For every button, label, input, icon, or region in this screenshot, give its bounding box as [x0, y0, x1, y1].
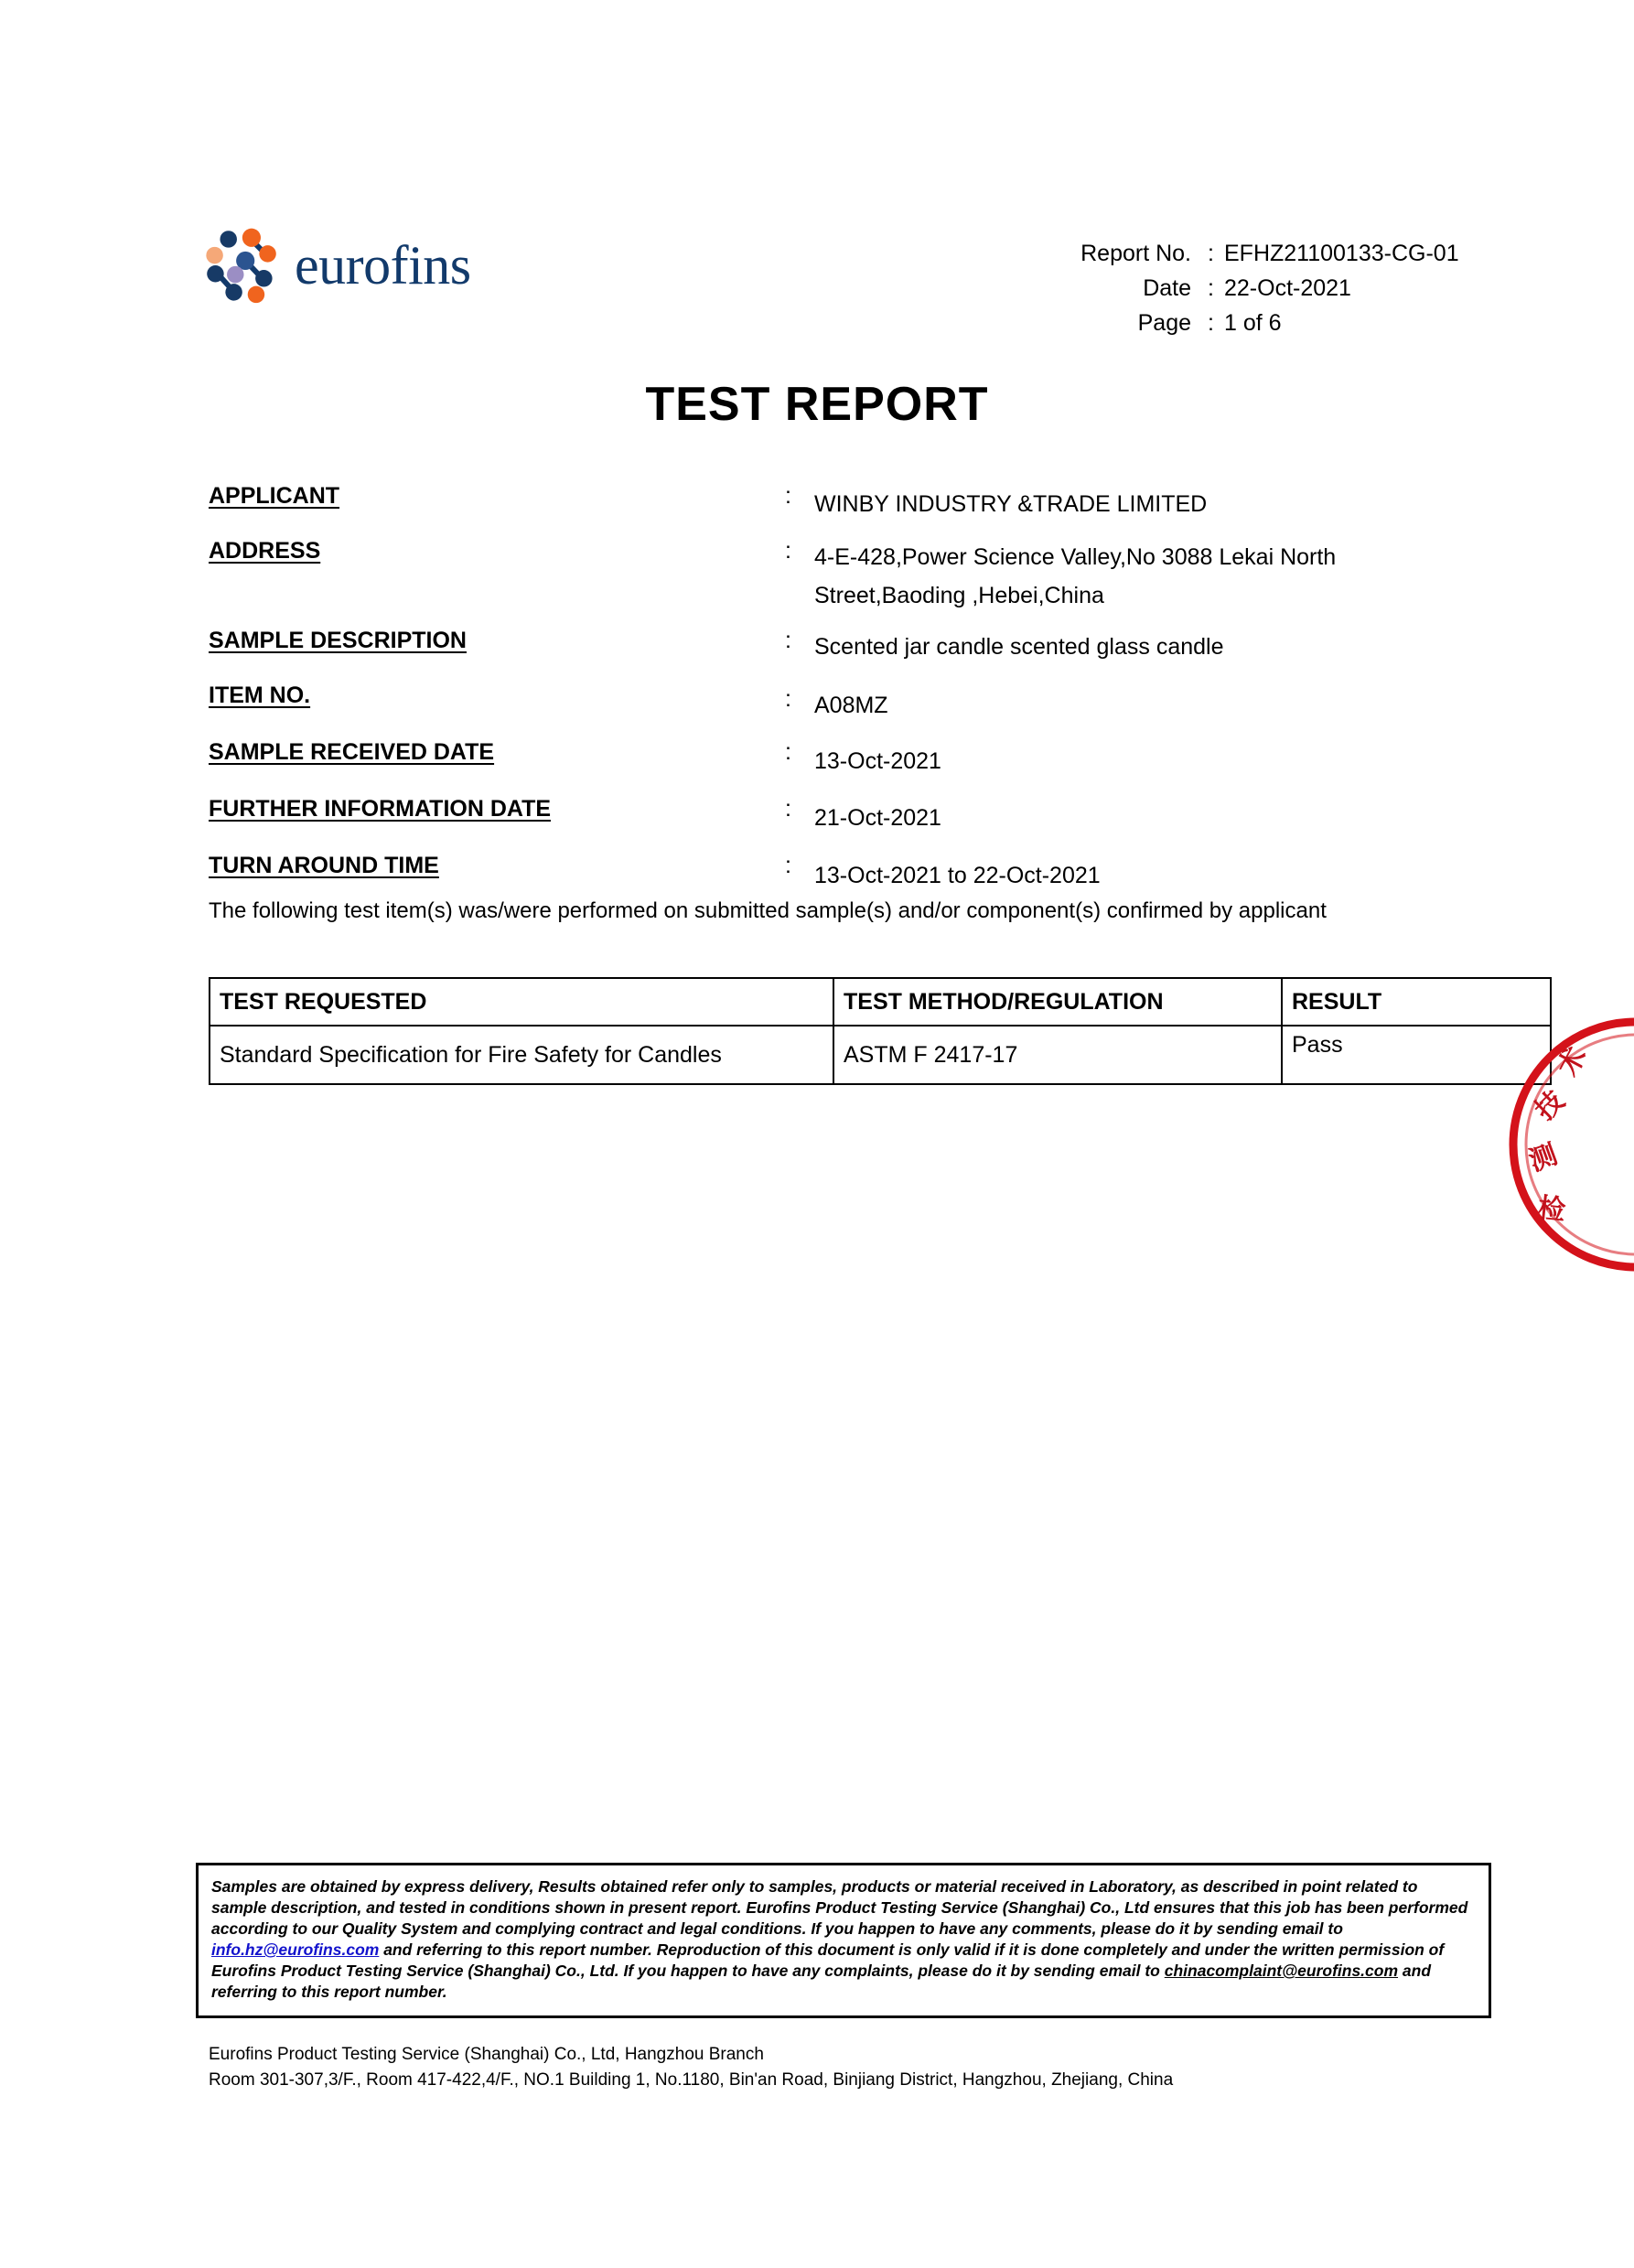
- disclaimer-email-complaint[interactable]: chinacomplaint@eurofins.com: [1164, 1962, 1399, 1980]
- report-fields: [209, 483, 1508, 891]
- date-label: Date: [1143, 275, 1191, 301]
- disclaimer-part-1: Samples are obtained by express delivery, Results obtained refer only to samples, products or material received in Laboratory, as described in point related to sample description, and tested in conditions shown in present report. Eurofins Product Testing Service (Shanghai) Co., Ltd ensures that this job has been performed according to our Quality System and complying contract and legal conditions. If you happen to have any comments, please do it by sending email to: [211, 1877, 1468, 1938]
- field-row-item-no: [209, 683, 1508, 721]
- report-no-label: Report No.: [1080, 241, 1191, 266]
- svg-text:术: 术: [1552, 1041, 1594, 1081]
- header-result: RESULT: [1282, 978, 1551, 1026]
- field-row-sample-received-date: [209, 739, 1508, 778]
- brand-name: eurofins: [295, 235, 471, 296]
- test-results-table: [209, 977, 1552, 1085]
- address-value: [814, 538, 1508, 615]
- svg-text:检: 检: [1536, 1192, 1567, 1228]
- table-row: [210, 1026, 1551, 1084]
- report-no-value: EFHZ21100133-CG-01: [1224, 241, 1459, 266]
- disclaimer-part-2: and referring to this report number. Reproduction of this document is only valid if it is done completely and under the written permission of Eurofins Product Testing Service (Shanghai) Co., Ltd. If you happen to have any complaints, please do it by sending email to: [211, 1940, 1445, 1980]
- page-title: TEST REPORT: [645, 378, 989, 431]
- disclaimer-box: [196, 1863, 1491, 2018]
- item-no-label: ITEM NO.: [209, 683, 311, 708]
- field-row-sample-description: [209, 628, 1508, 666]
- address-label: ADDRESS: [209, 538, 321, 564]
- page-row: [1052, 306, 1459, 340]
- turn-around-time-colon: :: [785, 853, 791, 878]
- disclaimer-email-info[interactable]: info.hz@eurofins.com: [211, 1940, 380, 1959]
- item-no-colon: :: [785, 686, 791, 712]
- cell-test-requested: Standard Specification for Fire Safety for Candles: [210, 1026, 833, 1084]
- svg-text:测: 测: [1524, 1138, 1562, 1178]
- eurofins-molecule-icon: [203, 227, 280, 304]
- cell-result: Pass: [1282, 1026, 1551, 1084]
- cell-test-method: ASTM F 2417-17: [833, 1026, 1282, 1084]
- address-colon: :: [785, 538, 791, 564]
- table-header-row: [210, 978, 1551, 1026]
- page-value: 1 of 6: [1224, 310, 1282, 336]
- sample-description-label: SAMPLE DESCRIPTION: [209, 628, 467, 653]
- report-no-row: [1052, 236, 1459, 271]
- turn-around-time-label: TURN AROUND TIME: [209, 853, 439, 878]
- applicant-label: APPLICANT: [209, 483, 340, 509]
- intro-note: The following test item(s) was/were performed on submitted sample(s) and/or component(s) confirmed by applicant: [209, 898, 1327, 923]
- footer-company-line: Eurofins Product Testing Service (Shanghai) Co., Ltd, Hangzhou Branch: [209, 2045, 764, 2064]
- address-line-2: Street,Baoding ,Hebei,China: [814, 583, 1104, 608]
- further-information-date-colon: :: [785, 796, 791, 822]
- further-information-date-label: FURTHER INFORMATION DATE: [209, 796, 552, 822]
- report-no-colon: :: [1208, 241, 1214, 266]
- report-metadata: [1052, 236, 1459, 340]
- header-test-requested: TEST REQUESTED: [210, 978, 833, 1026]
- page-colon: :: [1208, 310, 1214, 336]
- date-colon: :: [1208, 275, 1214, 301]
- date-row: [1052, 271, 1459, 306]
- sample-received-date-value: 13-Oct-2021: [814, 748, 941, 774]
- sample-received-date-label: SAMPLE RECEIVED DATE: [209, 739, 495, 765]
- applicant-colon: :: [785, 483, 791, 509]
- sample-description-colon: :: [785, 628, 791, 653]
- field-row-applicant: [209, 483, 1508, 521]
- field-row-address: [209, 538, 1508, 615]
- field-row-further-information-date: [209, 796, 1508, 834]
- eurofins-logo: [203, 227, 471, 304]
- turn-around-time-value: 13-Oct-2021 to 22-Oct-2021: [814, 863, 1101, 888]
- footer-address: [209, 2042, 1173, 2093]
- address-line-1: 4-E-428,Power Science Valley,No 3088 Lekai North: [814, 544, 1337, 570]
- sample-description-value: Scented jar candle scented glass candle: [814, 634, 1224, 660]
- date-value: 22-Oct-2021: [1224, 275, 1351, 301]
- item-no-value: A08MZ: [814, 693, 888, 718]
- footer-address-line: Room 301-307,3/F., Room 417-422,4/F., NO.1 Building 1, No.1180, Bin'an Road, Binjiang District, Hangzhou, Zhejiang, China: [209, 2070, 1174, 2090]
- applicant-value: WINBY INDUSTRY &TRADE LIMITED: [814, 491, 1208, 517]
- sample-received-date-colon: :: [785, 739, 791, 765]
- disclaimer-part-3: and referring to this report number.: [211, 1962, 1432, 2001]
- further-information-date-value: 21-Oct-2021: [814, 805, 941, 831]
- field-row-turn-around-time: [209, 853, 1508, 891]
- svg-text:技: 技: [1529, 1084, 1572, 1127]
- page-label: Page: [1137, 310, 1191, 336]
- header-test-method: TEST METHOD/REGULATION: [833, 978, 1282, 1026]
